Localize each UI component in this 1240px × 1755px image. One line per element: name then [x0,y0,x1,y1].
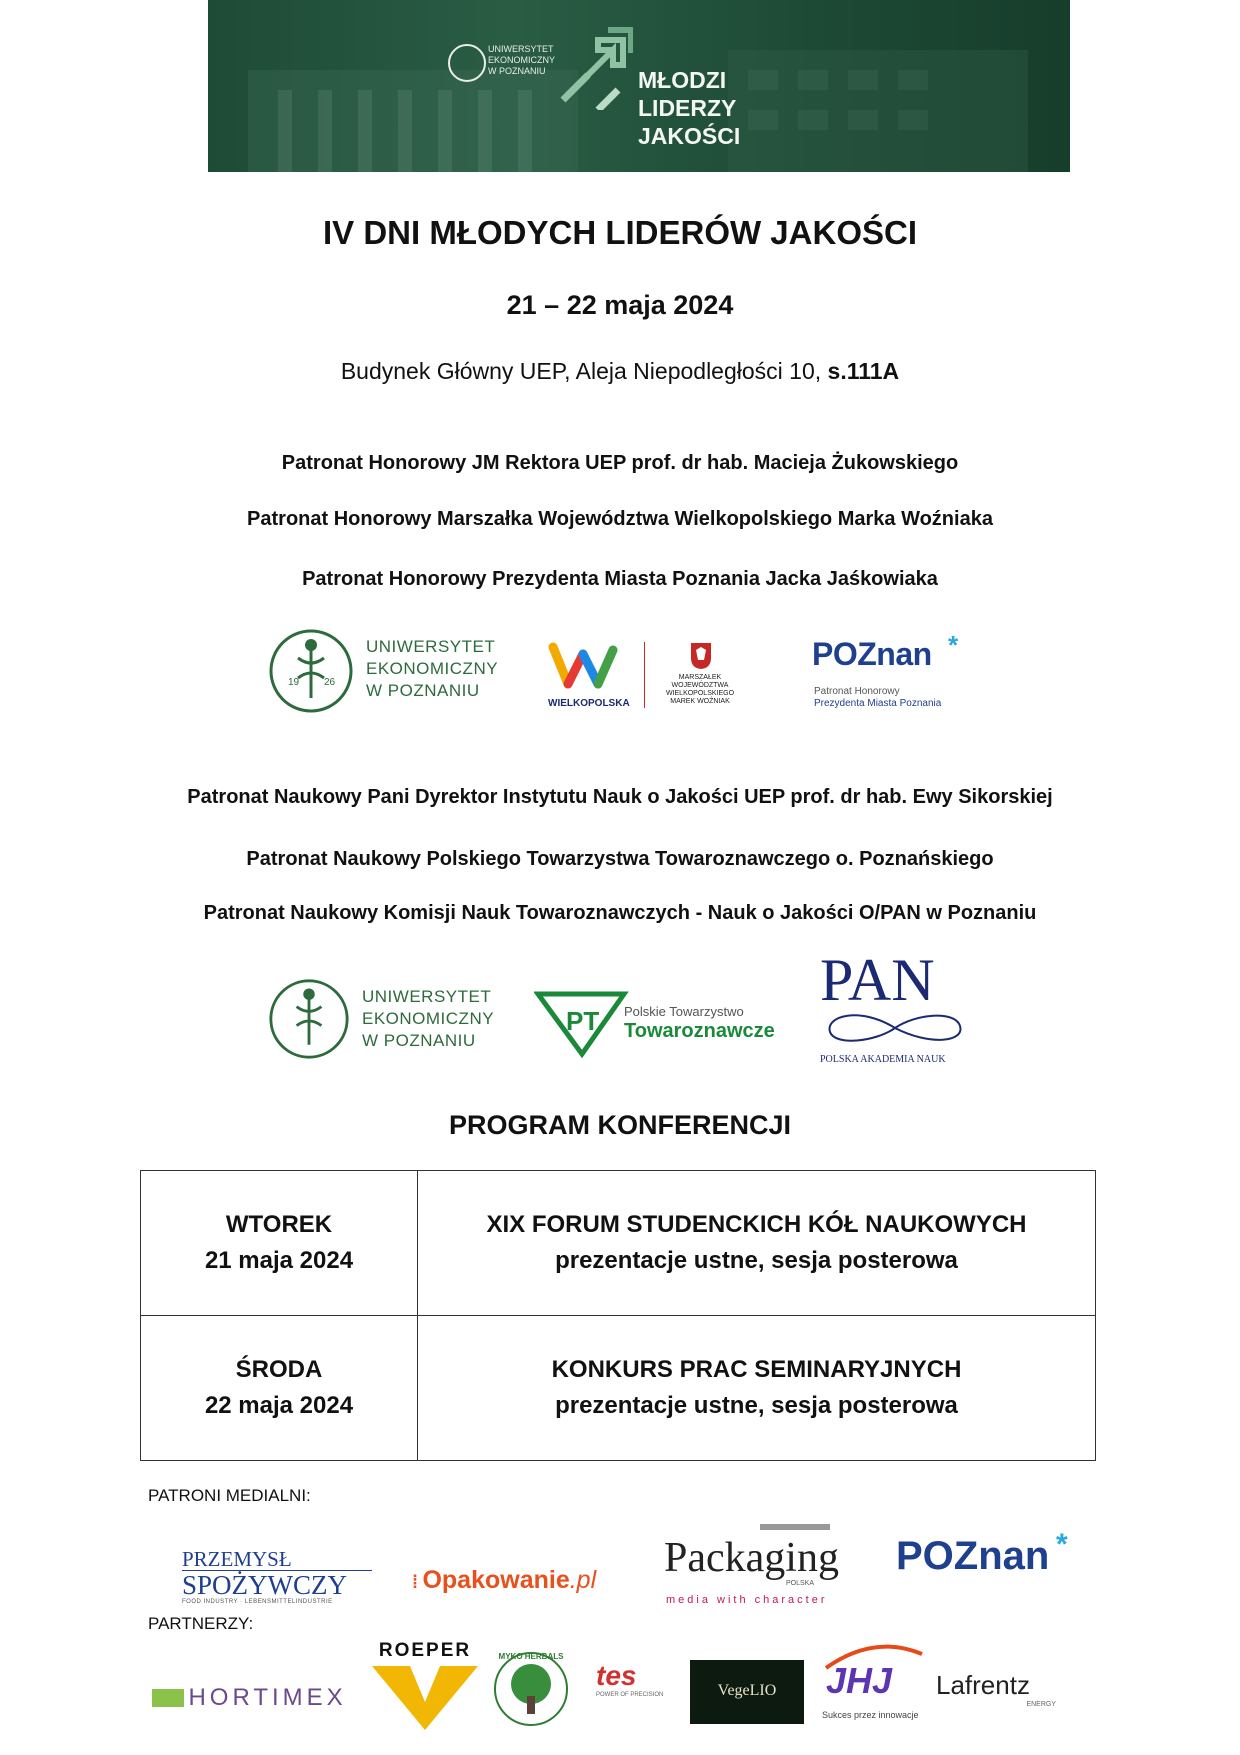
pan-logo [820,947,970,1070]
opakowanie-dots-icon: ⁞ [412,1572,418,1592]
wielkopolska-w-icon [548,642,618,692]
honorary-patronage-mayor: Patronat Honorowy Prezydenta Miasta Poznania Jacka Jaśkowiaka [302,568,938,590]
wielkopolska-label: WIELKOPOLSKA [548,698,630,709]
program-detail: prezentacje ustne, sesja posterowa [555,1392,958,1419]
arrows-icon [553,20,633,110]
uep-year-right: 26 [324,677,336,688]
program-table [140,1170,1096,1461]
banner-title [638,66,740,150]
poznan-logo [812,630,982,716]
program-heading: PROGRAM KONFERENCJI [448,1110,792,1140]
uep-logo-2-line2: EKONOMICZNY [362,1009,495,1028]
packaging-polska-logo [664,1524,854,1614]
event-date: 21 – 22 maja 2024 [506,290,734,320]
uep-logo-text [366,636,498,702]
pan-sublabel: POLSKA AKADEMIA NAUK [820,1054,946,1065]
marszalek-line1: MARSZAŁEK [678,674,722,681]
uep-logo-2-text [362,986,494,1052]
packaging-wordmark: Packaging [664,1535,839,1581]
poznan-president-label: Prezydenta Miasta Poznania [814,698,942,709]
program-row [141,1171,1096,1316]
event-venue [0,358,1240,385]
ptt-label-line1: Polskie Towarzystwo [624,1004,744,1019]
poznan-patronage-label: Patronat Honorowy [814,686,900,697]
scientific-patronage-pan: Patronat Naukowy Komisji Nauk Towaroznawczych - Nauk o Jakości O/PAN w Poznaniu [203,902,1037,924]
uep-logo [268,628,508,718]
program-event-cell [418,1171,1096,1316]
banner-uep-line2: EKONOMICZNY [488,55,556,65]
uep-logo-2-line3: W POZNANIU [362,1031,476,1050]
lafrentz-sub: ENERGY [1026,1701,1056,1708]
pan-wordmark: PAN [820,947,935,1013]
packaging-polska: POLSKA [786,1580,815,1587]
ptt-emblem-icon [534,986,630,1058]
honorary-patronage-marshal: Patronat Honorowy Marszałka Województwa Wielkopolskiego Marka Woźniaka [247,508,993,530]
coat-of-arms-icon [690,642,712,670]
roeper-logo [370,1640,480,1740]
pan-swirl-icon [820,1006,970,1050]
uep-logo-2 [268,978,508,1068]
scientific-patronage-ptt: Patronat Naukowy Polskiego Towarzystwa Towaroznawczego o. Poznańskiego [246,848,994,870]
myko-name: MYKO HERBALS [498,1652,564,1661]
honorary-patronage-rector: Patronat Honorowy JM Rektora UEP prof. dr hab. Macieja Żukowskiego [281,452,959,474]
banner-title-line3: JAKOŚCI [638,123,741,149]
uep-emblem-icon [268,978,350,1060]
poznan-star-icon: * [1056,1528,1068,1561]
venue-room: s.111A [827,358,900,384]
ptt-logo [534,986,784,1062]
banner-uep-line1: UNIWERSYTET [488,44,554,54]
logo-divider [644,642,645,708]
banner-uep-name [488,44,555,77]
marszalek-line4: MAREK WOŹNIAK [670,698,730,705]
tes-logo [596,1660,666,1700]
hortimex-logo [152,1684,362,1714]
jhj-name: JHJ [826,1660,893,1701]
jhj-tagline: Sukces przez innowacje [822,1710,919,1720]
poznan-media-logo [896,1528,1076,1594]
poznan-wordmark: POZnan [812,636,932,672]
uep-year-left: 19 [288,677,300,688]
przemysl-sub: FOOD INDUSTRY · LEBENSMITTELINDUSTRIE [182,1599,333,1605]
program-detail: prezentacje ustne, sesja posterowa [555,1247,958,1274]
poznan-media-wordmark: POZnan [896,1534,1050,1578]
lafrentz-logo [936,1670,1066,1716]
page-title: IV DNI MŁODYCH LIDERÓW JAKOŚCI [322,214,918,251]
marszalek-line2: WOJEWÓDZTWA [671,682,729,689]
opakowanie-name: Opakowanie [422,1566,570,1594]
wielkopolska-logo [548,642,748,722]
hortimex-icon [152,1689,184,1707]
svg-text:PT: PT [566,1006,600,1036]
uep-emblem-icon [448,44,486,82]
banner-title-line2: LIDERZY [638,95,737,121]
header-banner [208,0,1070,172]
banner-uep-line3: W POZNANIU [488,66,546,76]
uep-logo-line3: W POZNANIU [366,681,480,700]
uep-logo-2-line1: UNIWERSYTET [362,987,492,1006]
hortimex-name: HORTIMEX [188,1684,347,1711]
program-date: 22 maja 2024 [204,1392,354,1419]
opakowanie-logo [412,1566,632,1602]
uep-emblem-icon [268,628,354,714]
program-date: 21 maja 2024 [204,1247,354,1274]
myko-herbals-logo [492,1650,570,1728]
packaging-tagline: media with character [666,1594,828,1606]
media-patrons-label: PATRONI MEDIALNI: [148,1486,311,1505]
program-day-cell [141,1316,418,1461]
marszalek-line3: WIELKOPOLSKIEGO [665,690,735,697]
ptt-label-line2: Towaroznawcze [624,1020,775,1042]
program-day: WTOREK [225,1211,333,1238]
vegelio-logo [690,1660,804,1724]
roeper-name: ROEPER [378,1640,472,1661]
roeper-triangle-icon [370,1662,480,1732]
packaging-bar [760,1524,830,1530]
tes-sub: POWER OF PRECISION [596,1692,664,1698]
partners-label: PARTNERZY: [148,1614,254,1633]
program-day: ŚRODA [235,1356,323,1383]
przemysl-spozywczy-logo [182,1548,372,1608]
jhj-logo [818,1638,930,1728]
vegelio-name: VegeLIO [717,1682,777,1699]
program-event-cell [418,1316,1096,1461]
scientific-patronage-director: Patronat Naukowy Pani Dyrektor Instytutu Nauk o Jakości UEP prof. dr hab. Ewy Sikorskiej [187,786,1053,808]
przemysl-line2: SPOŻYWCZY [182,1570,348,1600]
tes-name: tes [596,1660,637,1691]
program-event: XIX FORUM STUDENCKICH KÓŁ NAUKOWYCH [486,1211,1027,1238]
marszalek-label [660,674,740,706]
opakowanie-tld: .pl [569,1566,597,1594]
lafrentz-name: Lafrentz [936,1670,1030,1700]
program-event: KONKURS PRAC SEMINARYJNYCH [551,1356,962,1383]
poznan-star-icon: * [948,630,959,660]
myko-tree-icon [492,1650,570,1728]
banner-title-line1: MŁODZI [638,67,727,93]
venue-address: Budynek Główny UEP, Aleja Niepodległości 10, [340,358,828,384]
program-day-cell [141,1171,418,1316]
program-row [141,1316,1096,1461]
uep-logo-line2: EKONOMICZNY [366,659,499,678]
uep-logo-line1: UNIWERSYTET [366,637,496,656]
przemysl-line1: PRZEMYSŁ [182,1548,372,1571]
